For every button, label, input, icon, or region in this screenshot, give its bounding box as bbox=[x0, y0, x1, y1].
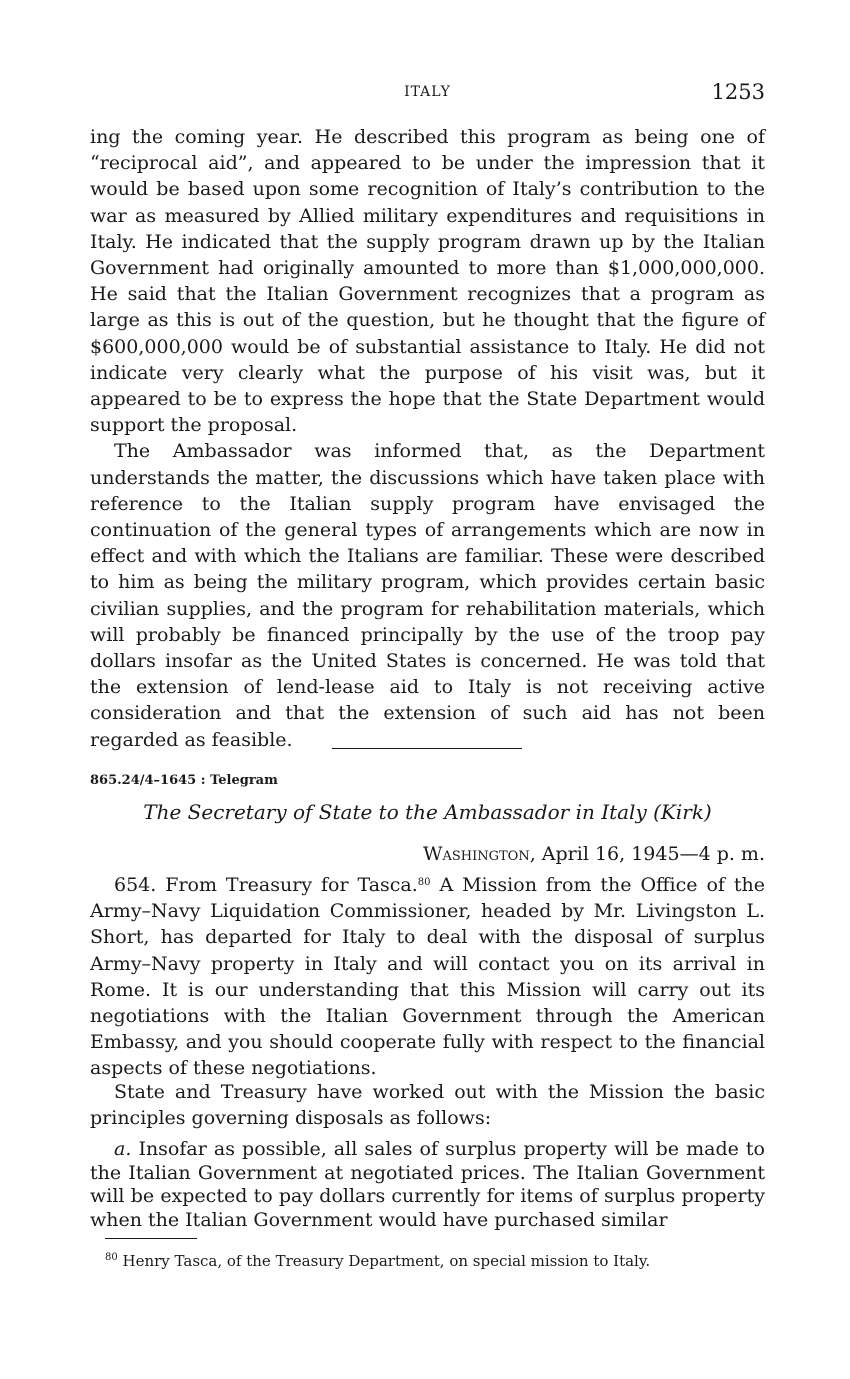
footnote bbox=[105, 1252, 650, 1270]
telegram-mission-text: A Mission from the Office of the Army–Navy Liquidation Commissioner, headed by Mr. Livingston L. Short, has departed for Italy to deal with the disposal of surplus Army–Navy property in Italy and will contact you on its arrival in Rome. It is our understanding that this Mission will carry out its negotiations with the Italian Government through the American Embassy, and you should cooperate fully with respect to the financial aspects of these negotiations. bbox=[90, 874, 765, 1080]
footnote-text: Henry Tasca, of the Treasury Department, on special mission to Italy. bbox=[117, 1252, 651, 1270]
telegram-opening: 654. From Treasury for Tasca. bbox=[114, 874, 418, 896]
running-head: ITALY bbox=[404, 84, 451, 100]
page-header bbox=[90, 80, 765, 108]
principles-intro bbox=[90, 1079, 765, 1131]
paragraph-principle-a bbox=[90, 1138, 765, 1232]
paragraph-continued: ing the coming year. He described this program as being one of “reciprocal aid”, and appeared to be under the impression that it would be based upon some recognition of Italy’s contribution to the war as measured by Allied military expenditures and requisitions in Italy. He indicated that the supply program drawn up by the Italian Government had originally amounted to more than $1,000,000,000. He said that the Italian Government recognizes that a program as large as this is out of the question, but he thought that the figure of $600,000,000 would be of substantial assistance to Italy. He did not indicate very clearly what the purpose of his visit was, but it appeared to be to express the hope that the State Department would support the proposal. bbox=[90, 126, 765, 437]
paragraph-treasury-mission bbox=[90, 872, 765, 1082]
principle-a bbox=[90, 1138, 765, 1232]
paragraph-ambassador-informed: The Ambassador was informed that, as the Department understands the matter, the discussions which have taken place with reference to the Italian supply program have envisaged the continuation of the general types of arrangements which are now in effect and with which the Italians are familiar. These were described to him as being the military program, which provides certain basic civilian supplies, and the program for rehabilitation materials, which will probably be financed principally by the use of the troop pay dollars insofar as the United States is concerned. He was told that the extension of lend-lease aid to Italy is not receiving active consideration and that the extension of such aid has not been regarded as feasible. bbox=[90, 440, 765, 751]
dateline-date: , April 16, 1945—4 p. m. bbox=[529, 843, 765, 865]
document-reference: 865.24/4–1645 : Telegram bbox=[90, 773, 278, 788]
footnote-reference: 80 bbox=[417, 877, 431, 888]
telegram-body bbox=[90, 872, 765, 1082]
document-title: The Secretary of State to the Ambassador in Italy (Kirk) bbox=[143, 800, 712, 824]
section-divider bbox=[332, 748, 522, 749]
dateline bbox=[423, 843, 765, 865]
dateline-place: Washington bbox=[422, 843, 530, 865]
item-label: a. bbox=[114, 1138, 132, 1160]
principle-a-text: Insofar as possible, all sales of surplus property will be made to the Italian Government at negotiated prices. The Italian Government will be expected to pay dollars currently for items of surplus property when the Italian Government would have purchased similar bbox=[90, 1138, 765, 1231]
footnote-divider bbox=[105, 1238, 197, 1239]
continued-text bbox=[90, 124, 765, 753]
footnote-marker: 80 bbox=[105, 1252, 118, 1263]
page-number: 1253 bbox=[711, 80, 765, 104]
paragraph-principles: State and Treasury have worked out with the Mission the basic principles governing disposals as follows: bbox=[90, 1081, 765, 1130]
